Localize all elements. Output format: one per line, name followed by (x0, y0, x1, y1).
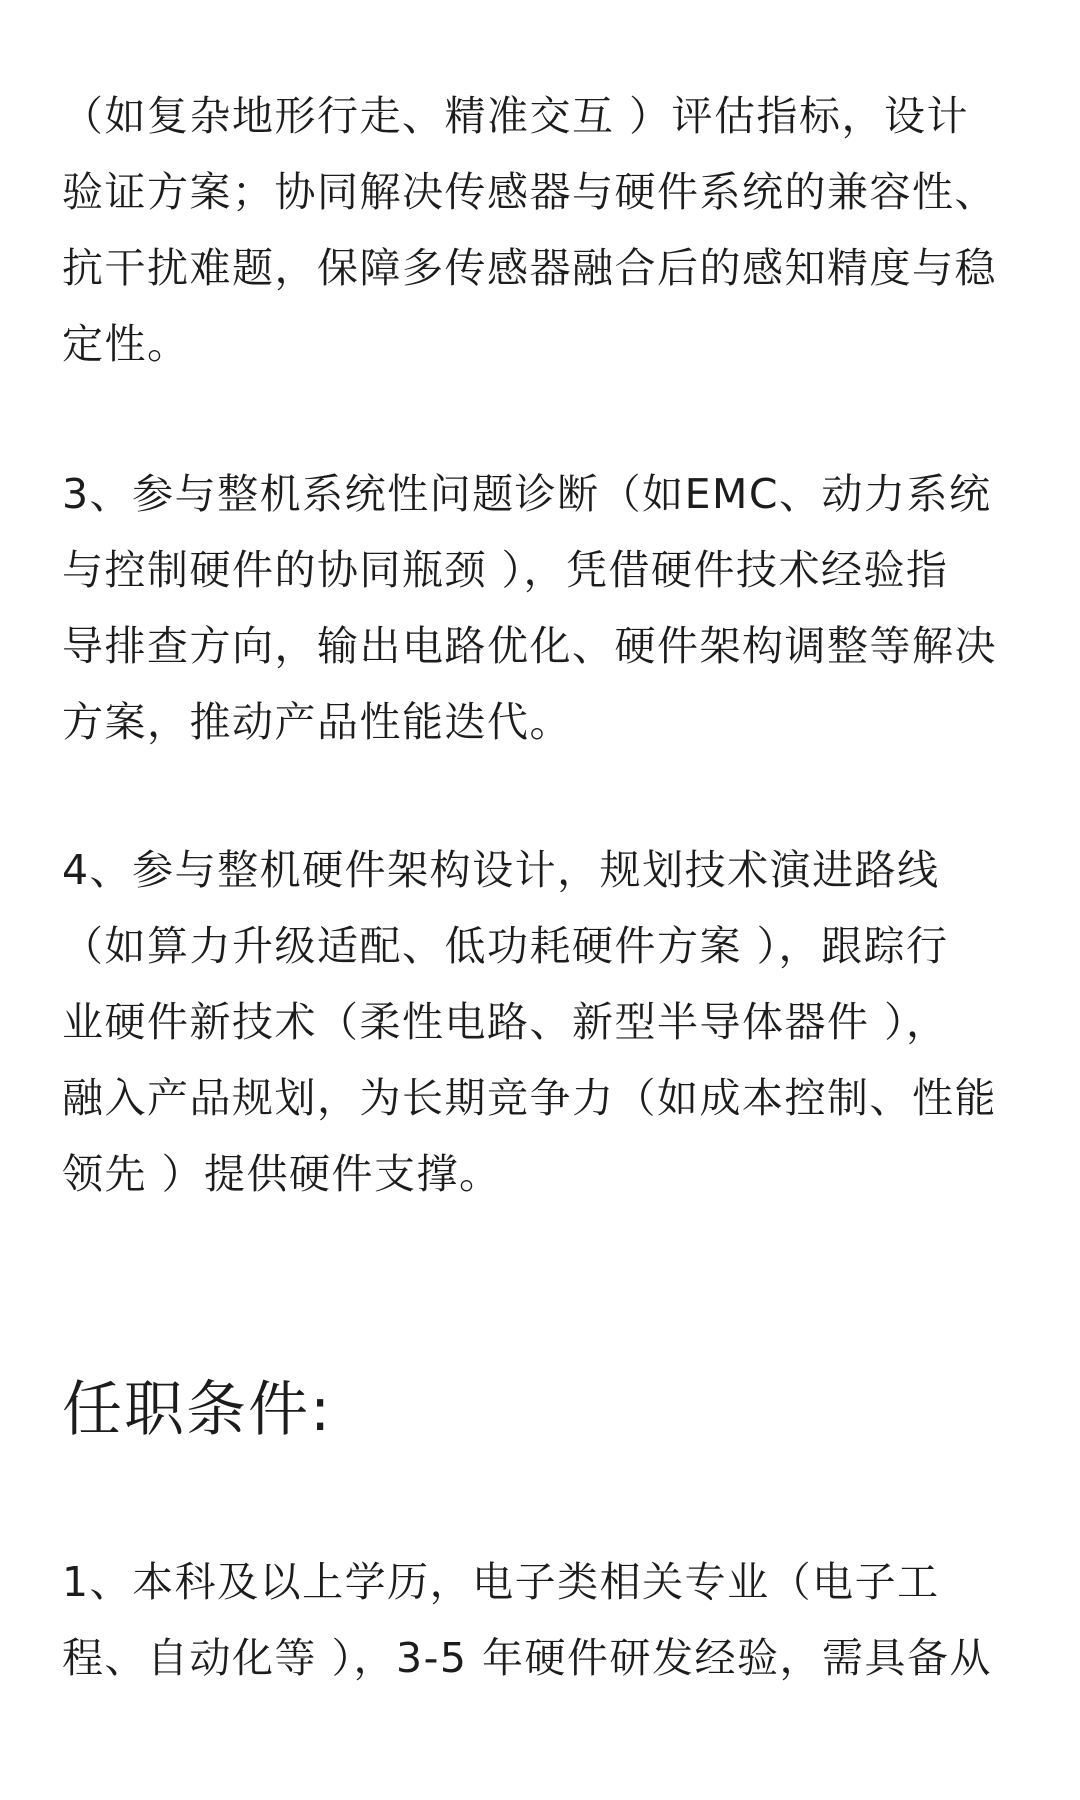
paragraph-line: （如算力升级适配、低功耗硬件方案 ），跟踪行 (62, 922, 949, 970)
requirements-heading: 任职条件: (62, 1375, 333, 1445)
paragraph-line: 领先 ）提供硬件支撑。 (62, 1150, 502, 1198)
paragraph-line: 定性。 (62, 320, 190, 368)
paragraph-line: 抗干扰难题，保障多传感器融合后的感知精度与稳 (62, 244, 997, 292)
paragraph-line: 与控制硬件的协同瓶颈 ），凭借硬件技术经验指 (62, 546, 949, 594)
paragraph-line: 业硬件新技术（柔性电路、新型半导体器件 ）， (62, 998, 949, 1046)
paragraph-line: 1、本科及以上学历，电子类相关专业（电子工 (62, 1558, 940, 1606)
paragraph-line: 4、参与整机硬件架构设计，规划技术演进路线 (62, 846, 940, 894)
paragraph-line: 验证方案；协同解决传感器与硬件系统的兼容性、 (62, 168, 997, 216)
paragraph-line: 融入产品规划，为长期竞争力（如成本控制、性能 (62, 1074, 997, 1122)
paragraph-line: （如复杂地形行走、精准交互 ）评估指标，设计 (62, 92, 970, 140)
paragraph-line: 程、自动化等 ），3-5 年硬件研发经验，需具备从 (62, 1634, 993, 1682)
requirement-item-1 (62, 1544, 1024, 1696)
duty-continuation-paragraph (62, 78, 1024, 382)
paragraph-line: 导排查方向，输出电路优化、硬件架构调整等解决 (62, 622, 997, 670)
duty-item-3 (62, 456, 1024, 760)
paragraph-line: 3、参与整机系统性问题诊断（如EMC、动力系统 (62, 470, 992, 518)
duty-item-4 (62, 832, 1024, 1212)
paragraph-line: 方案，推动产品性能迭代。 (62, 698, 572, 746)
